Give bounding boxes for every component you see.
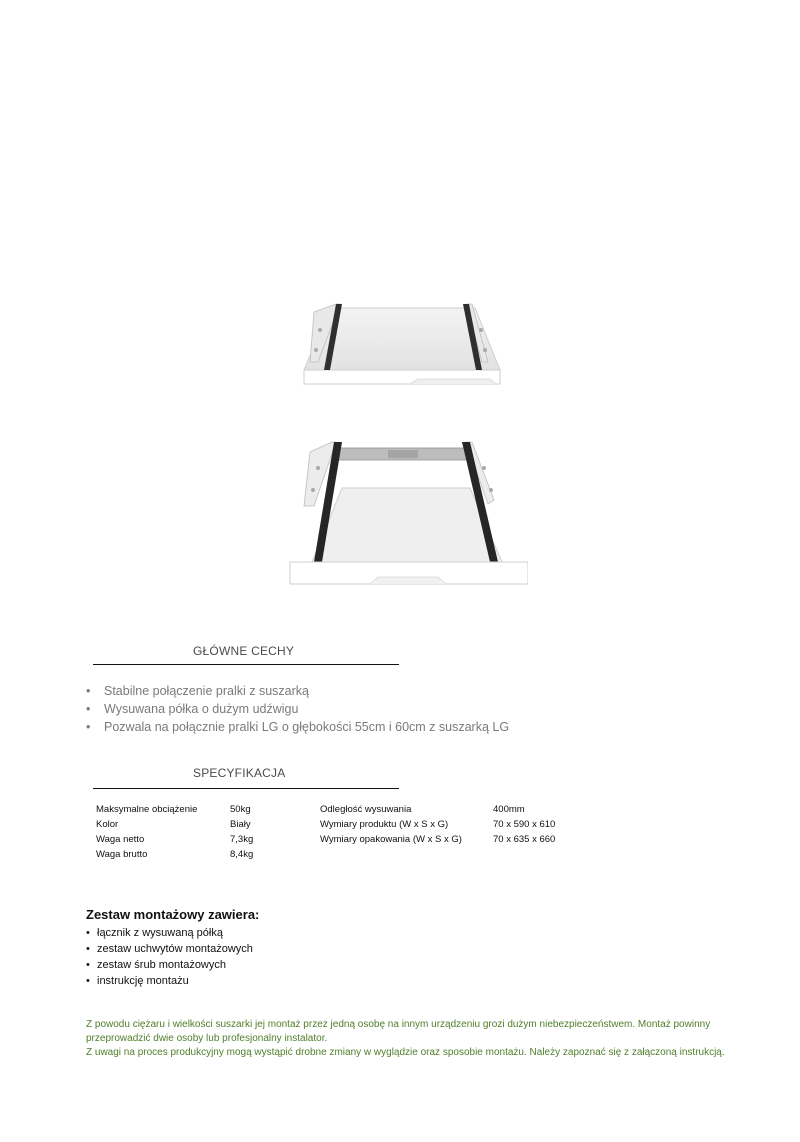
features-list <box>86 682 509 736</box>
production-note: Z uwagi na proces produkcyjny mogą wystąpić drobne zmiany w wyglądzie oraz sposobie montażu. Należy zapoznać się z załączoną instrukcją. <box>86 1047 725 1058</box>
features-heading: GŁÓWNE CECHY <box>193 644 295 658</box>
list-item: • Pozwala na połącznie pralki LG o głębokości 55cm i 60cm z suszarką LG <box>86 720 510 734</box>
list-item: • Wysuwana półka o dużym udźwigu <box>86 702 299 716</box>
features-divider <box>93 664 399 665</box>
bullet-icon: • <box>86 702 91 716</box>
kit-list <box>86 925 253 989</box>
spec-value: 70 x 590 x 610 <box>493 819 556 830</box>
spec-label: Kolor <box>96 819 119 830</box>
list-item: • zestaw śrub montażowych <box>86 959 226 971</box>
bullet-icon: • <box>86 720 91 734</box>
spec-value: 8,4kg <box>230 849 254 860</box>
spec-value: 70 x 635 x 660 <box>493 834 556 845</box>
spec-label: Odległość wysuwania <box>320 804 412 815</box>
spec-label: Waga brutto <box>96 849 148 860</box>
product-image-extended <box>288 438 528 588</box>
spec-value: Biały <box>230 819 251 830</box>
spec-label: Wymiary produktu (W x S x G) <box>320 819 449 830</box>
spec-value: 50kg <box>230 804 251 815</box>
bullet-icon: • <box>86 684 91 698</box>
spec-divider <box>93 788 399 789</box>
list-item: • łącznik z wysuwaną półką <box>86 927 223 939</box>
installation-warning: Z powodu ciężaru i wielkości suszarki jej montaż przez jedną osobę na innym urządzeniu grozi dużym niebezpieczeństwem. Montaż powinny przeprowadzić dwie osoby lub profesjonalny instalator. <box>86 1019 711 1044</box>
bullet-icon: • <box>86 943 90 955</box>
list-item: • instrukcję montażu <box>86 975 189 987</box>
spec-value: 7,3kg <box>230 834 254 845</box>
spec-label: Waga netto <box>96 834 145 845</box>
spec-label: Maksymalne obciążenie <box>96 804 198 815</box>
bullet-icon: • <box>86 927 90 939</box>
spec-heading: SPECYFIKACJA <box>193 766 286 780</box>
product-image-closed <box>300 300 505 390</box>
list-item: • zestaw uchwytów montażowych <box>86 943 253 955</box>
list-item: • Stabilne połączenie pralki z suszarką <box>86 684 309 698</box>
spec-value: 400mm <box>493 804 525 815</box>
bullet-icon: • <box>86 975 90 987</box>
bullet-icon: • <box>86 959 90 971</box>
spec-label: Wymiary opakowania (W x S x G) <box>320 834 462 845</box>
kit-heading: Zestaw montażowy zawiera: <box>86 907 260 922</box>
